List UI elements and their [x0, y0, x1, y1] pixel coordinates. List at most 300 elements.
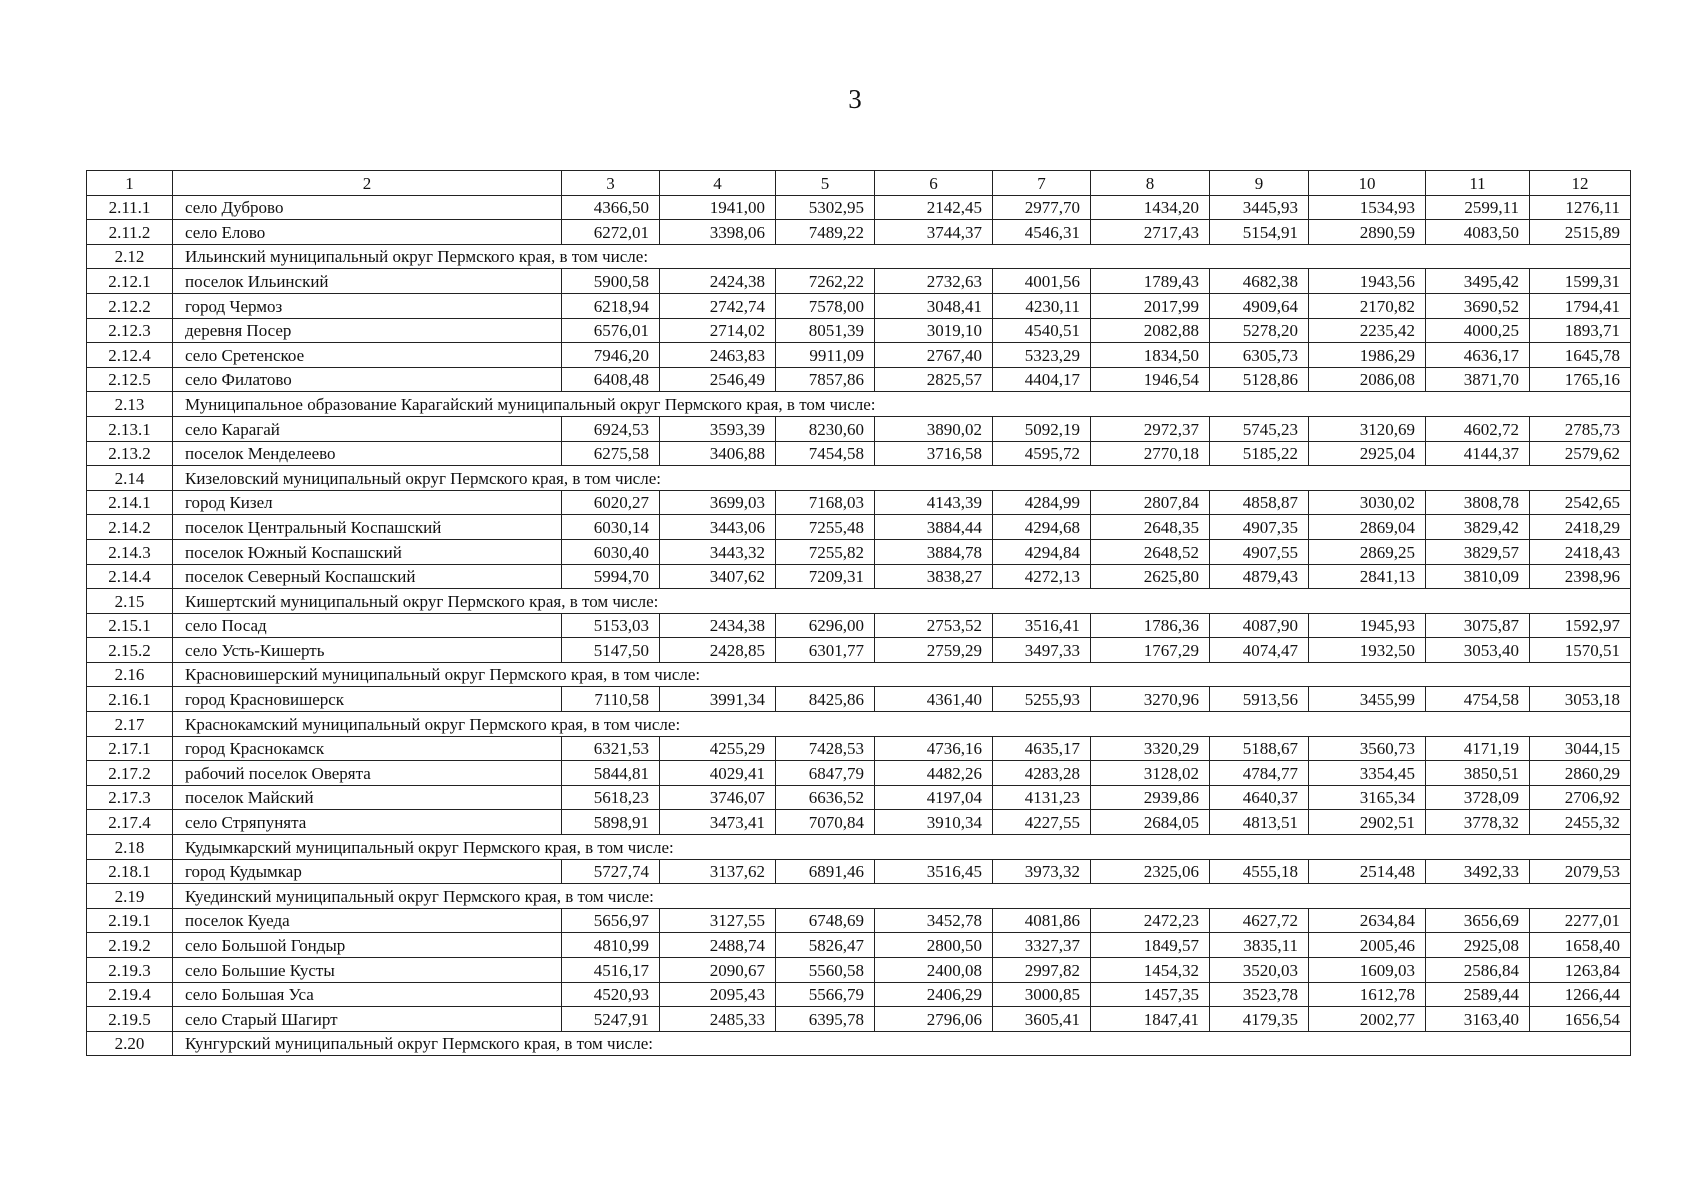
table-row: [87, 343, 1631, 368]
value-cell-col-5: 7255,48: [776, 515, 875, 540]
row-code: 2.13.1: [87, 416, 173, 441]
value-cell-col-4: 2714,02: [660, 318, 776, 343]
value-cell-col-6: 3716,58: [875, 441, 993, 466]
table-row: [87, 982, 1631, 1007]
value-cell-col-10: 2869,04: [1309, 515, 1426, 540]
value-cell-col-3: 6020,27: [562, 490, 660, 515]
value-cell-col-9: 3835,11: [1210, 933, 1309, 958]
value-cell-col-4: 3443,06: [660, 515, 776, 540]
value-cell-col-3: 5656,97: [562, 908, 660, 933]
column-header-6: 6: [875, 171, 993, 196]
value-cell-col-8: 2717,43: [1091, 220, 1210, 245]
value-cell-col-6: 3516,45: [875, 859, 993, 884]
value-cell-col-7: 4294,84: [993, 539, 1091, 564]
value-cell-col-6: 2796,06: [875, 1007, 993, 1032]
value-cell-col-12: 2579,62: [1530, 441, 1631, 466]
value-cell-col-7: 3605,41: [993, 1007, 1091, 1032]
group-header-row: [87, 1031, 1631, 1056]
row-code: 2.14.2: [87, 515, 173, 540]
value-cell-col-5: 5566,79: [776, 982, 875, 1007]
value-cell-col-12: 1263,84: [1530, 958, 1631, 983]
value-cell-col-11: 3163,40: [1426, 1007, 1530, 1032]
value-cell-col-10: 2869,25: [1309, 539, 1426, 564]
value-cell-col-8: 1847,41: [1091, 1007, 1210, 1032]
value-cell-col-3: 5147,50: [562, 638, 660, 663]
value-cell-col-11: 3829,42: [1426, 515, 1530, 540]
value-cell-col-3: 5994,70: [562, 564, 660, 589]
settlement-name: село Большая Уса: [173, 982, 562, 1007]
value-cell-col-10: 2902,51: [1309, 810, 1426, 835]
value-cell-col-9: 3523,78: [1210, 982, 1309, 1007]
group-title: Куединский муниципальный округ Пермского края, в том числе:: [173, 884, 1631, 909]
value-cell-col-6: 2759,29: [875, 638, 993, 663]
value-cell-col-4: 2428,85: [660, 638, 776, 663]
value-cell-col-8: 1849,57: [1091, 933, 1210, 958]
value-cell-col-7: 4635,17: [993, 736, 1091, 761]
value-cell-col-10: 2002,77: [1309, 1007, 1426, 1032]
table-row: [87, 810, 1631, 835]
value-cell-col-5: 7489,22: [776, 220, 875, 245]
value-cell-col-5: 7070,84: [776, 810, 875, 835]
value-cell-col-5: 8230,60: [776, 416, 875, 441]
value-cell-col-3: 7946,20: [562, 343, 660, 368]
value-cell-col-3: 6924,53: [562, 416, 660, 441]
value-cell-col-6: 4197,04: [875, 785, 993, 810]
value-cell-col-4: 3443,32: [660, 539, 776, 564]
value-cell-col-10: 3120,69: [1309, 416, 1426, 441]
row-code: 2.14.1: [87, 490, 173, 515]
row-code: 2.13.2: [87, 441, 173, 466]
value-cell-col-4: 2485,33: [660, 1007, 776, 1032]
column-header-11: 11: [1426, 171, 1530, 196]
value-cell-col-5: 6636,52: [776, 785, 875, 810]
value-cell-col-9: 4627,72: [1210, 908, 1309, 933]
value-cell-col-11: 4083,50: [1426, 220, 1530, 245]
value-cell-col-11: 3728,09: [1426, 785, 1530, 810]
value-cell-col-12: 1276,11: [1530, 195, 1631, 220]
value-cell-col-12: 2515,89: [1530, 220, 1631, 245]
value-cell-col-9: 5913,56: [1210, 687, 1309, 712]
value-cell-col-6: 2825,57: [875, 367, 993, 392]
value-cell-col-7: 4081,86: [993, 908, 1091, 933]
value-cell-col-5: 6891,46: [776, 859, 875, 884]
value-cell-col-7: 4001,56: [993, 269, 1091, 294]
row-code: 2.20: [87, 1031, 173, 1056]
group-header-row: [87, 884, 1631, 909]
value-cell-col-11: 4754,58: [1426, 687, 1530, 712]
value-cell-col-5: 7255,82: [776, 539, 875, 564]
value-cell-col-11: 2589,44: [1426, 982, 1530, 1007]
group-title: Краснокамский муниципальный округ Пермского края, в том числе:: [173, 712, 1631, 737]
value-cell-col-6: 4482,26: [875, 761, 993, 786]
value-cell-col-10: 1609,03: [1309, 958, 1426, 983]
value-cell-col-11: 3850,51: [1426, 761, 1530, 786]
value-cell-col-11: 3492,33: [1426, 859, 1530, 884]
value-cell-col-9: 4858,87: [1210, 490, 1309, 515]
settlement-name: поселок Ильинский: [173, 269, 562, 294]
row-code: 2.14: [87, 466, 173, 491]
group-title: Кишертский муниципальный округ Пермского края, в том числе:: [173, 589, 1631, 614]
row-code: 2.19.3: [87, 958, 173, 983]
value-cell-col-7: 5092,19: [993, 416, 1091, 441]
value-cell-col-4: 3593,39: [660, 416, 776, 441]
value-cell-col-3: 6030,14: [562, 515, 660, 540]
value-cell-col-12: 3053,18: [1530, 687, 1631, 712]
value-cell-col-5: 7209,31: [776, 564, 875, 589]
value-cell-col-3: 7110,58: [562, 687, 660, 712]
value-cell-col-5: 5560,58: [776, 958, 875, 983]
value-cell-col-12: 1592,97: [1530, 613, 1631, 638]
settlement-name: село Посад: [173, 613, 562, 638]
value-cell-col-12: 1266,44: [1530, 982, 1631, 1007]
table-row: [87, 367, 1631, 392]
value-cell-col-3: 6272,01: [562, 220, 660, 245]
settlement-name: село Карагай: [173, 416, 562, 441]
value-cell-col-6: 2753,52: [875, 613, 993, 638]
value-cell-col-5: 5302,95: [776, 195, 875, 220]
value-cell-col-11: 2925,08: [1426, 933, 1530, 958]
settlement-name: село Филатово: [173, 367, 562, 392]
value-cell-col-10: 1945,93: [1309, 613, 1426, 638]
value-cell-col-3: 4520,93: [562, 982, 660, 1007]
value-cell-col-12: 2277,01: [1530, 908, 1631, 933]
value-cell-col-5: 7578,00: [776, 293, 875, 318]
value-cell-col-11: 2586,84: [1426, 958, 1530, 983]
value-cell-col-8: 2807,84: [1091, 490, 1210, 515]
value-cell-col-6: 3019,10: [875, 318, 993, 343]
value-cell-col-7: 5255,93: [993, 687, 1091, 712]
settlement-name: деревня Посер: [173, 318, 562, 343]
value-cell-col-3: 6218,94: [562, 293, 660, 318]
value-cell-col-9: 5154,91: [1210, 220, 1309, 245]
value-cell-col-10: 2890,59: [1309, 220, 1426, 245]
row-code: 2.12.4: [87, 343, 173, 368]
value-cell-col-5: 7262,22: [776, 269, 875, 294]
value-cell-col-5: 9911,09: [776, 343, 875, 368]
group-title: Кизеловский муниципальный округ Пермского края, в том числе:: [173, 466, 1631, 491]
value-cell-col-9: 5188,67: [1210, 736, 1309, 761]
value-cell-col-11: 3656,69: [1426, 908, 1530, 933]
value-cell-col-4: 2434,38: [660, 613, 776, 638]
table-row: [87, 687, 1631, 712]
value-cell-col-9: 6305,73: [1210, 343, 1309, 368]
value-cell-col-9: 4784,77: [1210, 761, 1309, 786]
table-row: [87, 908, 1631, 933]
value-cell-col-12: 2079,53: [1530, 859, 1631, 884]
value-cell-col-10: 2086,08: [1309, 367, 1426, 392]
value-cell-col-11: 3075,87: [1426, 613, 1530, 638]
value-cell-col-12: 2860,29: [1530, 761, 1631, 786]
column-header-12: 12: [1530, 171, 1631, 196]
value-cell-col-4: 3137,62: [660, 859, 776, 884]
value-cell-col-9: 4907,35: [1210, 515, 1309, 540]
value-cell-col-12: 1893,71: [1530, 318, 1631, 343]
row-code: 2.15.2: [87, 638, 173, 663]
row-code: 2.12: [87, 244, 173, 269]
table-row: [87, 269, 1631, 294]
value-cell-col-12: 2785,73: [1530, 416, 1631, 441]
group-title: Ильинский муниципальный округ Пермского края, в том числе:: [173, 244, 1631, 269]
value-cell-col-3: 5727,74: [562, 859, 660, 884]
settlement-name: город Кизел: [173, 490, 562, 515]
table-row: [87, 195, 1631, 220]
value-cell-col-3: 5618,23: [562, 785, 660, 810]
value-cell-col-8: 1434,20: [1091, 195, 1210, 220]
row-code: 2.16.1: [87, 687, 173, 712]
column-header-2: 2: [173, 171, 562, 196]
value-cell-col-5: 7428,53: [776, 736, 875, 761]
value-cell-col-10: 1612,78: [1309, 982, 1426, 1007]
value-cell-col-8: 2625,80: [1091, 564, 1210, 589]
row-code: 2.11.1: [87, 195, 173, 220]
value-cell-col-5: 6847,79: [776, 761, 875, 786]
value-cell-col-5: 5826,47: [776, 933, 875, 958]
value-cell-col-10: 1932,50: [1309, 638, 1426, 663]
value-cell-col-7: 4283,28: [993, 761, 1091, 786]
value-cell-col-7: 2977,70: [993, 195, 1091, 220]
value-cell-col-9: 4179,35: [1210, 1007, 1309, 1032]
value-cell-col-12: 2706,92: [1530, 785, 1631, 810]
page-number: 3: [848, 84, 862, 114]
row-code: 2.11.2: [87, 220, 173, 245]
value-cell-col-8: 1457,35: [1091, 982, 1210, 1007]
value-cell-col-6: 3890,02: [875, 416, 993, 441]
value-cell-col-11: 4171,19: [1426, 736, 1530, 761]
value-cell-col-7: 4227,55: [993, 810, 1091, 835]
value-cell-col-10: 3455,99: [1309, 687, 1426, 712]
value-cell-col-7: 4272,13: [993, 564, 1091, 589]
value-cell-col-8: 2017,99: [1091, 293, 1210, 318]
row-code: 2.17.2: [87, 761, 173, 786]
value-cell-col-9: 5128,86: [1210, 367, 1309, 392]
value-cell-col-5: 7454,58: [776, 441, 875, 466]
column-header-8: 8: [1091, 171, 1210, 196]
value-cell-col-11: 4636,17: [1426, 343, 1530, 368]
row-code: 2.17: [87, 712, 173, 737]
value-cell-col-10: 3030,02: [1309, 490, 1426, 515]
value-cell-col-8: 1834,50: [1091, 343, 1210, 368]
value-cell-col-10: 2235,42: [1309, 318, 1426, 343]
value-cell-col-12: 1645,78: [1530, 343, 1631, 368]
value-cell-col-7: 3516,41: [993, 613, 1091, 638]
value-cell-col-10: 2634,84: [1309, 908, 1426, 933]
settlement-name: рабочий поселок Оверята: [173, 761, 562, 786]
table-row: [87, 933, 1631, 958]
value-cell-col-9: 4907,55: [1210, 539, 1309, 564]
value-cell-col-7: 3000,85: [993, 982, 1091, 1007]
settlement-name: город Красновишерск: [173, 687, 562, 712]
tariff-table: [86, 170, 1631, 1056]
value-cell-col-10: 2925,04: [1309, 441, 1426, 466]
value-cell-col-7: 4294,68: [993, 515, 1091, 540]
table-row: [87, 613, 1631, 638]
group-header-row: [87, 712, 1631, 737]
group-title: Муниципальное образование Карагайский муниципальный округ Пермского края, в том числе:: [173, 392, 1631, 417]
value-cell-col-8: 1767,29: [1091, 638, 1210, 663]
value-cell-col-11: 4144,37: [1426, 441, 1530, 466]
value-cell-col-4: 2488,74: [660, 933, 776, 958]
value-cell-col-8: 1789,43: [1091, 269, 1210, 294]
table-row: [87, 490, 1631, 515]
value-cell-col-4: 2095,43: [660, 982, 776, 1007]
value-cell-col-8: 3320,29: [1091, 736, 1210, 761]
row-code: 2.18: [87, 835, 173, 860]
value-cell-col-6: 3910,34: [875, 810, 993, 835]
value-cell-col-12: 1658,40: [1530, 933, 1631, 958]
value-cell-col-5: 6301,77: [776, 638, 875, 663]
table-row: [87, 638, 1631, 663]
table-row: [87, 859, 1631, 884]
value-cell-col-8: 3128,02: [1091, 761, 1210, 786]
settlement-name: поселок Майский: [173, 785, 562, 810]
column-header-7: 7: [993, 171, 1091, 196]
row-code: 2.12.5: [87, 367, 173, 392]
value-cell-col-6: 2800,50: [875, 933, 993, 958]
value-cell-col-3: 6408,48: [562, 367, 660, 392]
table-body: [87, 195, 1631, 1056]
value-cell-col-4: 2463,83: [660, 343, 776, 368]
value-cell-col-6: 2406,29: [875, 982, 993, 1007]
settlement-name: поселок Северный Коспашский: [173, 564, 562, 589]
value-cell-col-10: 3560,73: [1309, 736, 1426, 761]
value-cell-col-10: 2841,13: [1309, 564, 1426, 589]
value-cell-col-7: 4131,23: [993, 785, 1091, 810]
value-cell-col-3: 5247,91: [562, 1007, 660, 1032]
value-cell-col-11: 4000,25: [1426, 318, 1530, 343]
row-code: 2.19: [87, 884, 173, 909]
value-cell-col-8: 2684,05: [1091, 810, 1210, 835]
value-cell-col-8: 2325,06: [1091, 859, 1210, 884]
settlement-name: село Сретенское: [173, 343, 562, 368]
value-cell-col-6: 2142,45: [875, 195, 993, 220]
value-cell-col-6: 3884,44: [875, 515, 993, 540]
table-row: [87, 318, 1631, 343]
value-cell-col-7: 3497,33: [993, 638, 1091, 663]
row-code: 2.15.1: [87, 613, 173, 638]
row-code: 2.19.4: [87, 982, 173, 1007]
value-cell-col-10: 3165,34: [1309, 785, 1426, 810]
group-title: Кунгурский муниципальный округ Пермского края, в том числе:: [173, 1031, 1631, 1056]
value-cell-col-6: 3884,78: [875, 539, 993, 564]
value-cell-col-7: 4540,51: [993, 318, 1091, 343]
value-cell-col-11: 3778,32: [1426, 810, 1530, 835]
value-cell-col-5: 6296,00: [776, 613, 875, 638]
column-header-9: 9: [1210, 171, 1309, 196]
value-cell-col-7: 4404,17: [993, 367, 1091, 392]
value-cell-col-9: 4813,51: [1210, 810, 1309, 835]
settlement-name: поселок Центральный Коспашский: [173, 515, 562, 540]
value-cell-col-4: 3406,88: [660, 441, 776, 466]
value-cell-col-3: 6030,40: [562, 539, 660, 564]
table-row: [87, 539, 1631, 564]
row-code: 2.12.2: [87, 293, 173, 318]
value-cell-col-3: 4810,99: [562, 933, 660, 958]
settlement-name: город Краснокамск: [173, 736, 562, 761]
value-cell-col-9: 4555,18: [1210, 859, 1309, 884]
value-cell-col-8: 2648,35: [1091, 515, 1210, 540]
value-cell-col-5: 8425,86: [776, 687, 875, 712]
value-cell-col-3: 4516,17: [562, 958, 660, 983]
value-cell-col-3: 6576,01: [562, 318, 660, 343]
table-row: [87, 293, 1631, 318]
value-cell-col-9: 5745,23: [1210, 416, 1309, 441]
group-header-row: [87, 835, 1631, 860]
value-cell-col-5: 6748,69: [776, 908, 875, 933]
value-cell-col-7: 3973,32: [993, 859, 1091, 884]
value-cell-col-4: 4029,41: [660, 761, 776, 786]
settlement-name: поселок Менделеево: [173, 441, 562, 466]
value-cell-col-9: 4074,47: [1210, 638, 1309, 663]
row-code: 2.19.5: [87, 1007, 173, 1032]
column-header-10: 10: [1309, 171, 1426, 196]
value-cell-col-8: 1454,32: [1091, 958, 1210, 983]
value-cell-col-10: 1986,29: [1309, 343, 1426, 368]
table-row: [87, 785, 1631, 810]
value-cell-col-4: 2424,38: [660, 269, 776, 294]
settlement-name: город Чермоз: [173, 293, 562, 318]
value-cell-col-8: 1946,54: [1091, 367, 1210, 392]
value-cell-col-4: 2546,49: [660, 367, 776, 392]
column-header-1: 1: [87, 171, 173, 196]
table-row: [87, 220, 1631, 245]
row-code: 2.12.1: [87, 269, 173, 294]
row-code: 2.17.3: [87, 785, 173, 810]
settlement-name: село Усть-Кишерть: [173, 638, 562, 663]
value-cell-col-3: 6321,53: [562, 736, 660, 761]
value-cell-col-3: 5898,91: [562, 810, 660, 835]
value-cell-col-4: 3699,03: [660, 490, 776, 515]
value-cell-col-9: 4909,64: [1210, 293, 1309, 318]
value-cell-col-11: 3495,42: [1426, 269, 1530, 294]
row-code: 2.14.4: [87, 564, 173, 589]
value-cell-col-7: 4284,99: [993, 490, 1091, 515]
value-cell-col-11: 3053,40: [1426, 638, 1530, 663]
value-cell-col-9: 5278,20: [1210, 318, 1309, 343]
value-cell-col-8: 3270,96: [1091, 687, 1210, 712]
value-cell-col-12: 2418,43: [1530, 539, 1631, 564]
value-cell-col-8: 2082,88: [1091, 318, 1210, 343]
value-cell-col-10: 1534,93: [1309, 195, 1426, 220]
table-row: [87, 441, 1631, 466]
row-code: 2.16: [87, 662, 173, 687]
group-header-row: [87, 466, 1631, 491]
value-cell-col-12: 1599,31: [1530, 269, 1631, 294]
settlement-name: село Дуброво: [173, 195, 562, 220]
value-cell-col-9: 5185,22: [1210, 441, 1309, 466]
value-cell-col-4: 2090,67: [660, 958, 776, 983]
value-cell-col-6: 4361,40: [875, 687, 993, 712]
value-cell-col-5: 7168,03: [776, 490, 875, 515]
value-cell-col-9: 4879,43: [1210, 564, 1309, 589]
table-row: [87, 564, 1631, 589]
value-cell-col-12: 1765,16: [1530, 367, 1631, 392]
value-cell-col-5: 7857,86: [776, 367, 875, 392]
value-cell-col-8: 2939,86: [1091, 785, 1210, 810]
settlement-name: село Елово: [173, 220, 562, 245]
value-cell-col-12: 3044,15: [1530, 736, 1631, 761]
value-cell-col-9: 4640,37: [1210, 785, 1309, 810]
value-cell-col-11: 3829,57: [1426, 539, 1530, 564]
value-cell-col-7: 3327,37: [993, 933, 1091, 958]
settlement-name: поселок Куеда: [173, 908, 562, 933]
group-header-row: [87, 244, 1631, 269]
row-code: 2.14.3: [87, 539, 173, 564]
table-row: [87, 736, 1631, 761]
group-header-row: [87, 392, 1631, 417]
value-cell-col-9: 4682,38: [1210, 269, 1309, 294]
value-cell-col-6: 3452,78: [875, 908, 993, 933]
settlement-name: село Большой Гондыр: [173, 933, 562, 958]
